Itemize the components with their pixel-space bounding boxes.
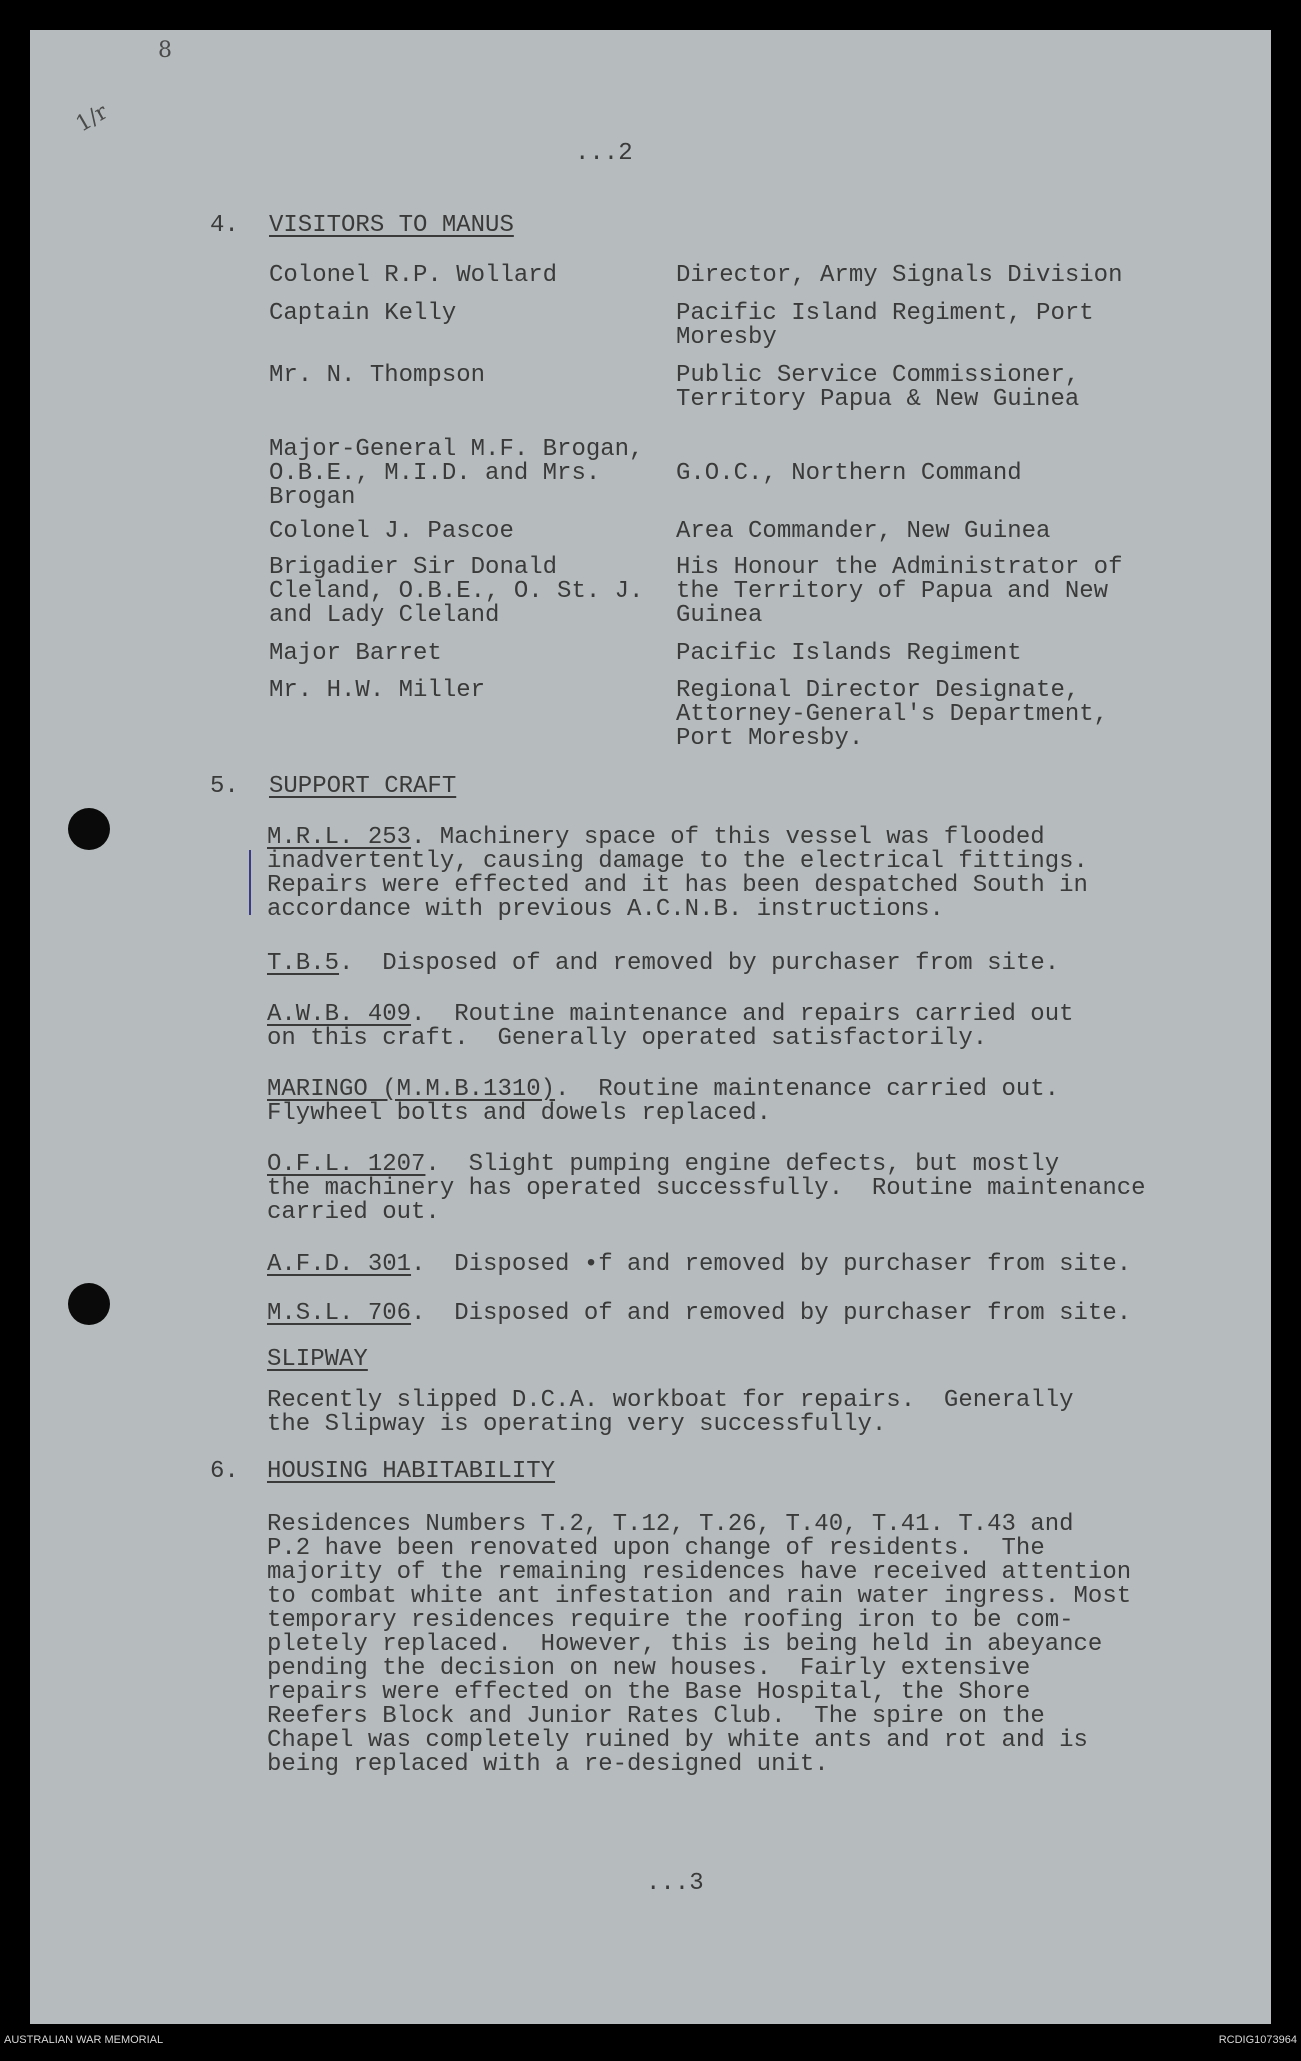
craft-id: T.B.5: [267, 950, 340, 977]
craft-id: MARINGO (M.M.B.1310): [267, 1076, 556, 1103]
visitor-role: Pacific Island Regiment, Port: [676, 300, 1094, 327]
craft-description: . Disposed •f and removed by purchaser from site.: [411, 1251, 1132, 1278]
housing-text: temporary residences require the roofing iron to be com-: [267, 1607, 1074, 1634]
punch-hole-top: [68, 808, 110, 850]
visitor-name: Colonel R.P. Wollard: [269, 262, 558, 289]
craft-description: . Disposed of and removed by purchaser from site.: [339, 950, 1060, 977]
section-5-number: 5.: [210, 773, 239, 800]
visitor-role: His Honour the Administrator of: [676, 554, 1123, 581]
craft-description: the machinery has operated successfully. Routine maintenance: [267, 1175, 1146, 1202]
housing-text: P.2 have been renovated upon change of residents. The: [267, 1535, 1045, 1562]
punch-hole-bottom: [68, 1283, 110, 1325]
visitor-role: Attorney-General's Department,: [676, 701, 1109, 728]
housing-text: Chapel was completely ruined by white ants and rot and is: [267, 1727, 1088, 1754]
visitor-role: Guinea: [676, 602, 763, 629]
craft-id: A.W.B. 409: [267, 1001, 412, 1028]
craft-description: . Slight pumping engine defects, but mostly: [425, 1151, 1060, 1178]
craft-id: A.F.D. 301: [267, 1251, 412, 1278]
craft-description: . Machinery space of this vessel was flooded: [411, 824, 1045, 851]
craft-description: accordance with previous A.C.N.B. instructions.: [267, 896, 944, 923]
craft-id: M.S.L. 706: [267, 1300, 412, 1327]
visitor-name: Major Barret: [269, 640, 442, 667]
slipway-text: the Slipway is operating very successfully.: [267, 1411, 887, 1438]
housing-text: Reefers Block and Junior Rates Club. The spire on the: [267, 1703, 1045, 1730]
visitor-role: G.O.C., Northern Command: [676, 460, 1022, 487]
slipway-text: Recently slipped D.C.A. workboat for repairs. Generally: [267, 1387, 1074, 1414]
craft-description: inadvertently, causing damage to the electrical fittings.: [267, 848, 1088, 875]
page-number-top: ...2: [575, 140, 633, 167]
housing-text: majority of the remaining residences have received attention: [267, 1559, 1132, 1586]
footer-record-id: RCDIG1073964: [1218, 2034, 1297, 2046]
craft-description: Repairs were effected and it has been despatched South in: [267, 872, 1088, 899]
visitor-role: Public Service Commissioner,: [676, 362, 1080, 389]
visitor-name: Mr. N. Thompson: [269, 362, 486, 389]
page-number-bottom: ...3: [646, 1870, 704, 1897]
section-6-heading: HOUSING HABITABILITY: [267, 1458, 556, 1485]
housing-text: Residences Numbers T.2, T.12, T.26, T.40, T.41. T.43 and: [267, 1511, 1074, 1538]
visitor-name: Brigadier Sir Donald: [269, 554, 558, 581]
visitor-role: Regional Director Designate,: [676, 677, 1080, 704]
housing-text: being replaced with a re-designed unit.: [267, 1751, 829, 1778]
housing-text: to combat white ant infestation and rain water ingress. Most: [267, 1583, 1132, 1610]
craft-description: Flywheel bolts and dowels replaced.: [267, 1100, 772, 1127]
pencil-mark-top: 8: [158, 38, 172, 63]
visitor-role: Pacific Islands Regiment: [676, 640, 1022, 667]
visitor-role: Area Commander, New Guinea: [676, 518, 1051, 545]
housing-text: pending the decision on new houses. Fairly extensive: [267, 1655, 1031, 1682]
slipway-heading: SLIPWAY: [267, 1346, 368, 1373]
visitor-role: Director, Army Signals Division: [676, 262, 1123, 289]
section-6-number: 6.: [210, 1458, 239, 1485]
visitor-role: Port Moresby.: [676, 725, 864, 752]
housing-text: pletely replaced. However, this is being held in abeyance: [267, 1631, 1103, 1658]
craft-description: . Routine maintenance and repairs carried out: [411, 1001, 1074, 1028]
visitor-name: Colonel J. Pascoe: [269, 518, 514, 545]
margin-annotation-line: [249, 850, 251, 915]
section-5-heading: SUPPORT CRAFT: [269, 773, 457, 800]
craft-description: carried out.: [267, 1199, 440, 1226]
craft-description: on this craft. Generally operated satisfactorily.: [267, 1025, 988, 1052]
visitor-name: Major-General M.F. Brogan,: [269, 436, 644, 463]
visitor-name: Brogan: [269, 484, 356, 511]
section-4-number: 4.: [210, 212, 239, 239]
visitor-role: the Territory of Papua and New: [676, 578, 1109, 605]
visitor-name: and Lady Cleland: [269, 602, 500, 629]
craft-description: . Routine maintenance carried out.: [555, 1076, 1060, 1103]
pencil-mark-initials: 1/r: [71, 99, 113, 138]
housing-text: repairs were effected on the Base Hospital, the Shore: [267, 1679, 1031, 1706]
craft-id: O.F.L. 1207: [267, 1151, 426, 1178]
craft-description: . Disposed of and removed by purchaser from site.: [411, 1300, 1132, 1327]
section-4-heading: VISITORS TO MANUS: [269, 212, 514, 239]
visitor-role: Moresby: [676, 324, 777, 351]
visitor-role: Territory Papua & New Guinea: [676, 386, 1080, 413]
visitor-name: Captain Kelly: [269, 300, 457, 327]
visitor-name: Mr. H.W. Miller: [269, 677, 486, 704]
visitor-name: Cleland, O.B.E., O. St. J.: [269, 578, 644, 605]
craft-id: M.R.L. 253: [267, 824, 412, 851]
visitor-name: O.B.E., M.I.D. and Mrs.: [269, 460, 601, 487]
footer-archive-label: AUSTRALIAN WAR MEMORIAL: [4, 2034, 164, 2046]
